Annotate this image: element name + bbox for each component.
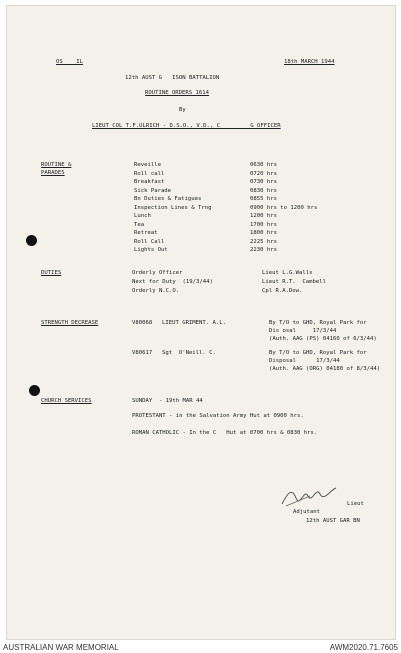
archive-name: AUSTRALIAN WAR MEMORIAL [3, 643, 119, 652]
duty-role: Next for Duty (19/3/44) [132, 279, 213, 285]
routine-item-name: Inspection Lines & Trng [134, 204, 212, 211]
church-protestant: PROTESTANT - in the Salvation Army Hut at 0900 hrs. [132, 413, 304, 419]
routine-heading: ROUTINE & [41, 162, 72, 168]
church-heading: CHURCH SERVICES [41, 398, 92, 404]
strength-note: (Auth. AAG (PS) 04160 of 6/3/44) [269, 336, 377, 342]
strength-name: Sgt O'Neill. C. [162, 350, 216, 356]
routine-item-name: Sick Parade [134, 187, 172, 194]
strength-note: (Auth. AAG (ORG) 04180 of 8/3/44) [269, 366, 381, 372]
duty-role: Orderly N.C.O. [132, 288, 180, 294]
strength-heading: STRENGTH DECREASE [41, 320, 99, 326]
routine-item-time: 0730 hrs [250, 179, 277, 185]
routine-item-time: 0830 hrs [250, 187, 277, 194]
routine-item-time: 1700 hrs [250, 221, 277, 228]
routine-item-name: Reveille [134, 162, 161, 168]
orders-title: ROUTINE ORDERS 1614 [145, 90, 209, 96]
handwritten-signature [280, 484, 340, 508]
strength-number: V80617 [132, 350, 153, 356]
routine-item-name: Roll Call [134, 238, 165, 245]
routine-item-time: 0630 hrs [250, 162, 277, 168]
parades-heading: PARADES [41, 170, 65, 176]
routine-item-time: 1800 hrs [250, 230, 277, 236]
commanding-officer-line: LIEUT COL T.F.ULRICH - D.S.O., V.D., C G OFFICER [92, 123, 281, 129]
routine-item-time: 0720 hrs [250, 170, 277, 177]
strength-note: By T/O to GHD, Royal Park for [269, 320, 367, 326]
duty-person: Cpl R.A.Dow. [262, 288, 303, 294]
archive-footer [0, 641, 401, 653]
routine-item-name: Roll call [134, 170, 165, 177]
routine-item-name: Bn Duties & Fatigues [134, 196, 202, 202]
church-catholic: ROMAN CATHOLIC - In the C Hut at 0700 hrs & 0830 hrs. [132, 430, 318, 436]
signature-unit: 12th AUST GAR BN [306, 518, 360, 524]
unit-title: 12th AUST G ISON BATTALION [125, 75, 220, 81]
header-ref: OS IL [56, 59, 83, 65]
duties-heading: DUTIES [41, 270, 62, 276]
header-date: 18th MARCH 1944 [284, 59, 335, 65]
duty-role: Orderly Officer [132, 270, 183, 276]
punch-hole-top [26, 235, 37, 246]
routine-item-time: 2225 hrs [250, 238, 277, 245]
routine-item-time: 0900 hrs to 1200 hrs [250, 204, 318, 211]
signature-rank: Lieut [347, 501, 364, 507]
duty-person: Lieut R.T. Cambell [262, 279, 326, 285]
routine-item-name: Lights Out [134, 247, 168, 253]
signature-title: Adjutant [293, 509, 320, 515]
routine-item-name: Breakfast [134, 179, 165, 185]
routine-item-time: 1200 hrs [250, 213, 277, 219]
routine-item-name: Tea [134, 221, 145, 228]
routine-item-time: 2230 hrs [250, 247, 277, 253]
accession-number: AWM2020.71.7605 [329, 643, 398, 652]
strength-number: V80068 [132, 320, 153, 326]
strength-note: Dis osal 17/3/44 [269, 328, 337, 334]
church-sunday: SUNDAY - 19th MAR 44 [132, 398, 203, 404]
duty-person: Lieut L.G.Walls [262, 270, 313, 276]
routine-item-name: Lunch [134, 213, 151, 219]
punch-hole-bottom [29, 385, 40, 396]
strength-note: By T/O to GHD, Royal Park for [269, 350, 367, 356]
by-line: By [179, 107, 186, 113]
routine-item-name: Retreat [134, 230, 158, 236]
strength-note: Disposal 17/3/44 [269, 358, 340, 364]
strength-name: LIEUT GRIMENT. A.L. [162, 320, 226, 326]
routine-item-time: 0855 hrs [250, 196, 277, 202]
